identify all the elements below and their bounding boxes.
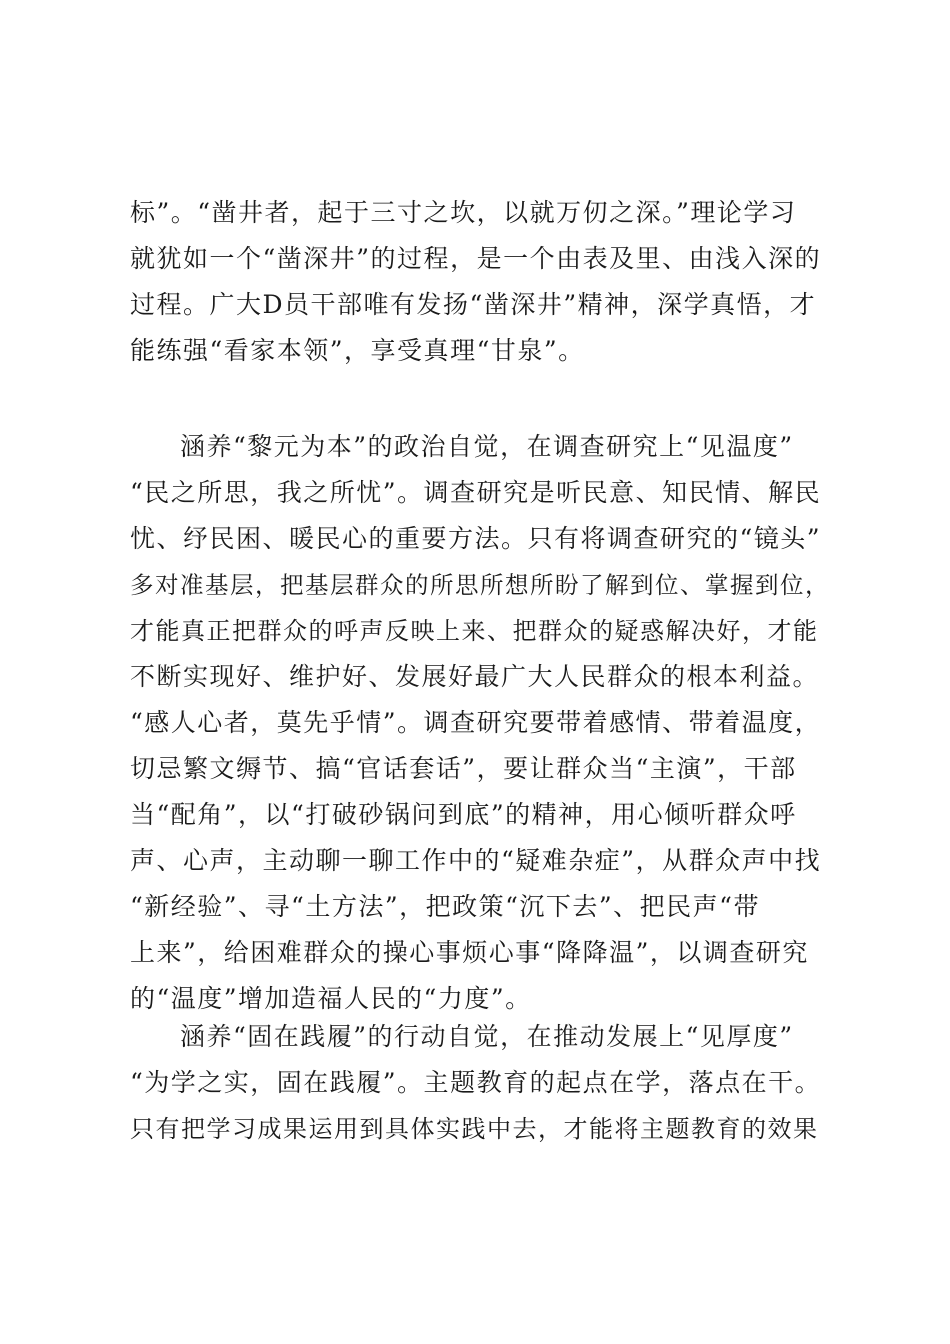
text-line: 声、心声，主动聊一聊工作中的“疑难杂症”，从群众声中找 — [130, 846, 822, 875]
text-line: “民之所思，我之所忧”。调查研究是听民意、知民情、解民 — [130, 478, 822, 507]
paragraph-3 — [130, 1014, 830, 1152]
text-line: “新经验”、寻“土方法”，把政策“沉下去”、把民声“带 — [130, 892, 760, 921]
text-line: 过程。广大D员干部唯有发扬“凿深井”精神，深学真悟，才 — [130, 290, 817, 319]
text-line: 忧、纾民困、暖民心的重要方法。只有将调查研究的“镜头” — [130, 524, 822, 553]
text-line: 当“配角”，以“打破砂锅问到底”的精神，用心倾听群众呼 — [130, 800, 797, 829]
text-line: 标”。“凿井者，起于三寸之坎，以就万仞之深。”理论学习 — [130, 198, 797, 227]
text-line-indented: 涵养“黎元为本”的政治自觉，在调查研究上“见温度” — [180, 432, 794, 461]
paragraph-1 — [130, 190, 830, 374]
text-line: “为学之实，固在践履”。主题教育的起点在学，落点在干。 — [130, 1068, 822, 1097]
text-line: 多对准基层，把基层群众的所思所想所盼了解到位、掌握到位， — [130, 571, 830, 599]
text-line: 切忌繁文缛节、搞“官话套话”，要让群众当“主演”，干部 — [130, 754, 797, 783]
text-line: 就犹如一个“凿深井”的过程，是一个由表及里、由浅入深的 — [130, 244, 822, 273]
text-line: 能练强“看家本领”，享受真理“甘泉”。 — [130, 336, 585, 365]
paragraph-2 — [130, 424, 830, 1022]
text-line-indented: 涵养“固在践履”的行动自觉，在推动发展上“见厚度” — [180, 1022, 794, 1051]
text-line: “感人心者，莫先乎情”。调查研究要带着感情、带着温度， — [130, 708, 822, 737]
text-line: 不断实现好、维护好、发展好最广大人民群众的根本利益。 — [130, 662, 820, 691]
text-line: 只有把学习成果运用到具体实践中去，才能将主题教育的效果 — [130, 1115, 819, 1143]
text-line: 上来”，给困难群众的操心事烦心事“降降温”，以调查研究 — [130, 938, 809, 967]
text-line: 的“温度”增加造福人民的“力度”。 — [130, 984, 532, 1013]
text-line: 才能真正把群众的呼声反映上来、把群众的疑惑解决好，才能 — [130, 617, 819, 645]
